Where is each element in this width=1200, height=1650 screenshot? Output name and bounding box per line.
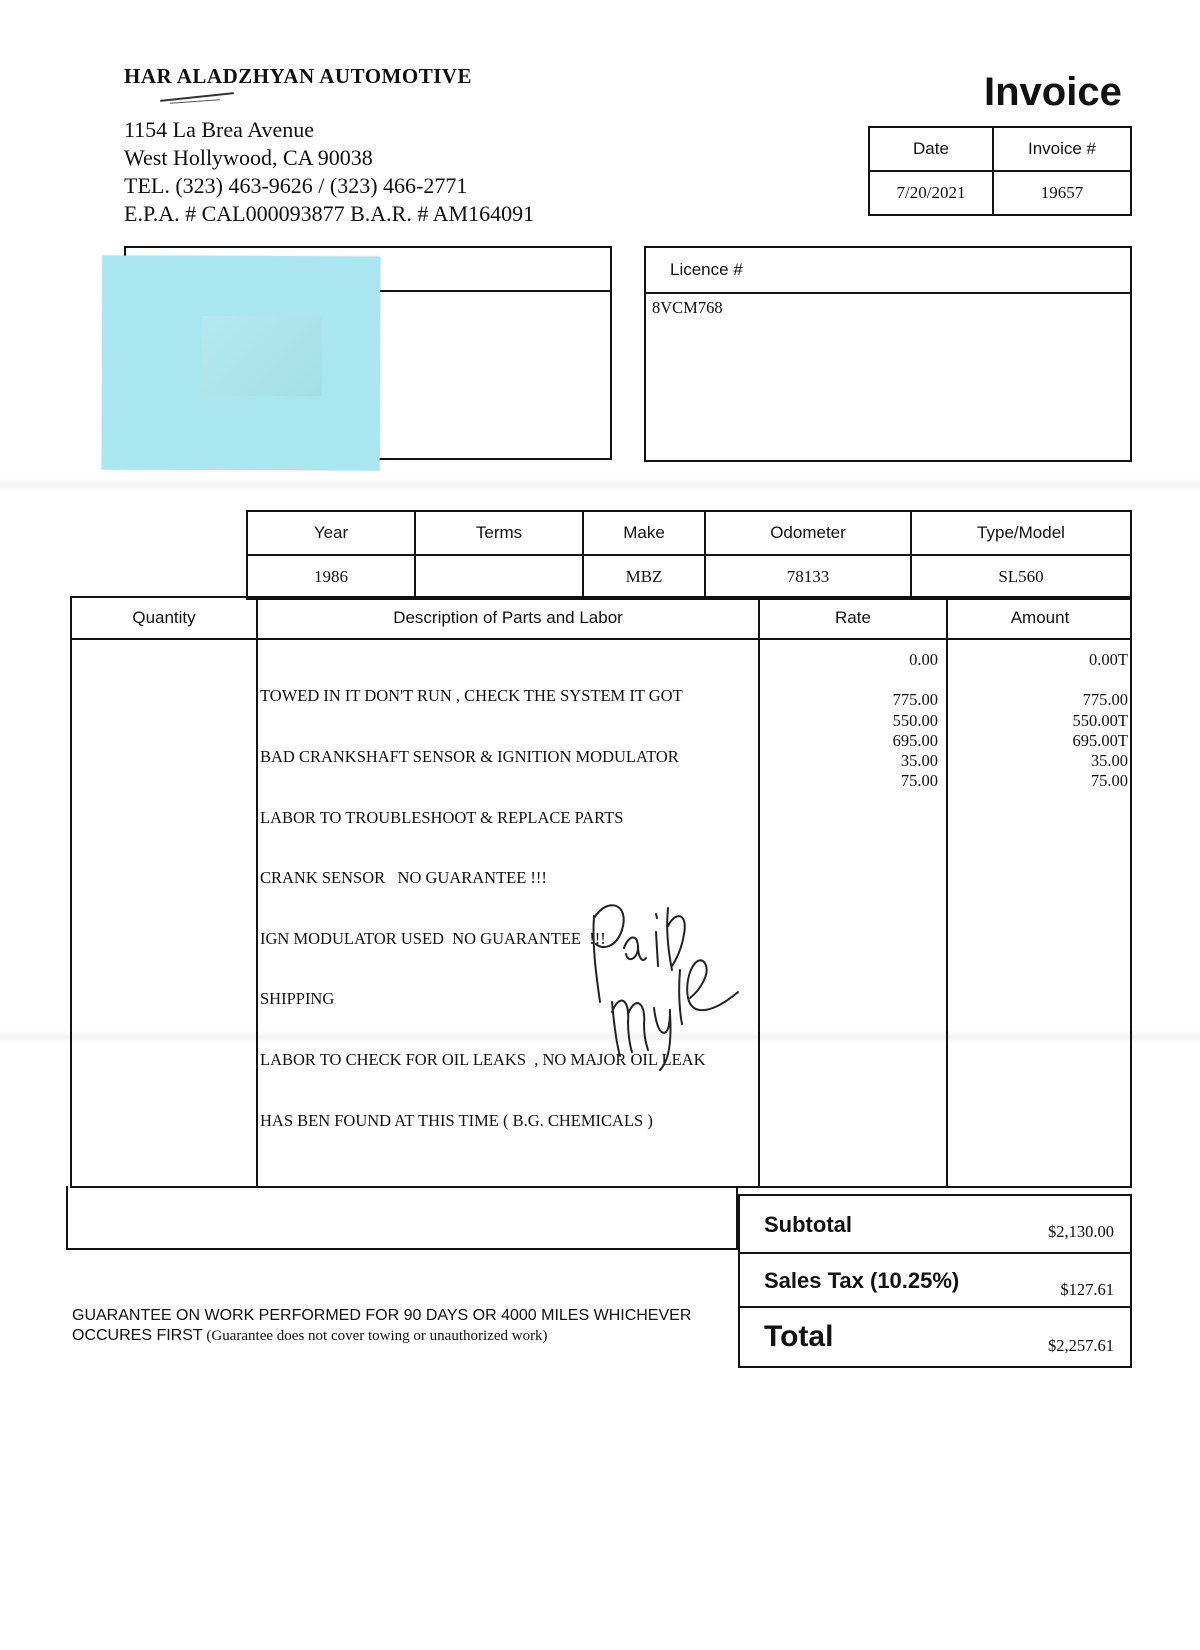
guarantee-line-2-caps: OCCURES FIRST [72,1327,203,1344]
vehicle-table [246,510,1132,600]
handwritten-signature [572,874,752,1074]
sticky-note-fold [202,316,322,396]
column-header-rate: Rate [835,608,871,627]
description-line: LABOR TO TROUBLESHOOT & REPLACE PARTS [260,807,624,827]
description-line: TOWED IN IT DON'T RUN , CHECK THE SYSTEM IT GOT [260,686,683,706]
date-label: Date [869,127,993,171]
vehicle-make: MBZ [583,555,705,599]
scan-artifact [0,478,1200,492]
vehicle-header-year: Year [247,511,415,555]
sales-tax-label: Sales Tax (10.25%) [764,1268,960,1293]
table-header-rule [72,638,1130,640]
sales-tax-row [738,1252,1132,1308]
rate-value: 695.00 [892,730,938,750]
sales-tax-value: $127.61 [1060,1280,1114,1299]
invoice-date: 7/20/2021 [869,171,993,215]
amount-value: 75.00 [1090,771,1128,791]
amount-cell [948,650,1128,791]
description-line: BAD CRANKSHAFT SENSOR & IGNITION MODULATOR [260,747,679,767]
vehicle-year: 1986 [247,555,415,599]
rate-value: 0.00 [909,650,938,669]
address-line-1: 1154 La Brea Avenue [124,117,314,142]
notes-box [66,1186,738,1250]
column-header-description: Description of Parts and Labor [393,608,623,627]
description-line: IGN MODULATOR USED NO GUARANTEE !!! [260,928,606,948]
vehicle-header-make: Make [583,511,705,555]
amount-value [948,670,1128,690]
description-line: HAS BEN FOUND AT THIS TIME ( B.G. CHEMICALS ) [260,1110,653,1130]
subtotal-label: Subtotal [764,1212,852,1237]
vehicle-header-odometer: Odometer [705,511,911,555]
guarantee-line-2 [72,1326,732,1346]
rate-value: 550.00 [892,710,938,730]
invoice-number-label: Invoice # [993,127,1131,171]
amount-value: 0.00T [1089,650,1128,669]
vehicle-header-type-model: Type/Model [911,511,1131,555]
column-header-amount: Amount [1010,608,1070,627]
amount-value: 695.00T [1072,730,1128,750]
redaction-sticky-note [102,256,381,471]
document-title: Invoice [984,70,1122,114]
rate-value: 35.00 [900,750,938,770]
subtotal-value: $2,130.00 [1048,1222,1114,1241]
total-value: $2,257.61 [1048,1336,1114,1355]
rate-value [752,670,938,690]
vehicle-type-model: SL560 [911,555,1131,599]
rate-cell [752,650,938,791]
invoice-meta-table [868,126,1132,216]
parts-labor-table [70,596,1132,1188]
vehicle-terms [415,555,583,599]
licence-value: 8VCM768 [652,298,723,317]
licence-box [644,246,1132,462]
subtotal-row [738,1194,1132,1254]
guarantee-line-2-rest: (Guarantee does not cover towing or unauthorized work) [202,1328,548,1344]
company-name: HAR ALADZHYAN AUTOMOTIVE [124,64,473,88]
description-line: SHIPPING [260,989,335,1009]
amount-value: 775.00 [1082,690,1128,710]
address-line-2: West Hollywood, CA 90038 [124,145,373,170]
total-row [738,1306,1132,1368]
vehicle-odometer: 78133 [705,555,911,599]
amount-value: 35.00 [1090,750,1128,770]
license-line: E.P.A. # CAL000093877 B.A.R. # AM164091 [124,201,535,226]
guarantee-line-1: GUARANTEE ON WORK PERFORMED FOR 90 DAYS OR 4000 MILES WHICHEVER [72,1307,692,1324]
vehicle-header-terms: Terms [415,511,583,555]
description-line: LABOR TO CHECK FOR OIL LEAKS , NO MAJOR OIL LEAK [260,1050,706,1070]
column-divider [256,598,258,1186]
rate-value: 775.00 [892,690,938,710]
description-line: CRANK SENSOR NO GUARANTEE !!! [260,868,547,888]
column-header-quantity: Quantity [132,608,196,627]
invoice-number: 19657 [993,171,1131,215]
rate-value: 75.00 [900,771,938,791]
licence-label: Licence # [670,260,743,279]
phone-line: TEL. (323) 463-9626 / (323) 466-2771 [124,173,468,198]
guarantee-notice [72,1306,732,1346]
amount-value: 550.00T [1072,710,1128,730]
total-label: Total [764,1320,834,1353]
